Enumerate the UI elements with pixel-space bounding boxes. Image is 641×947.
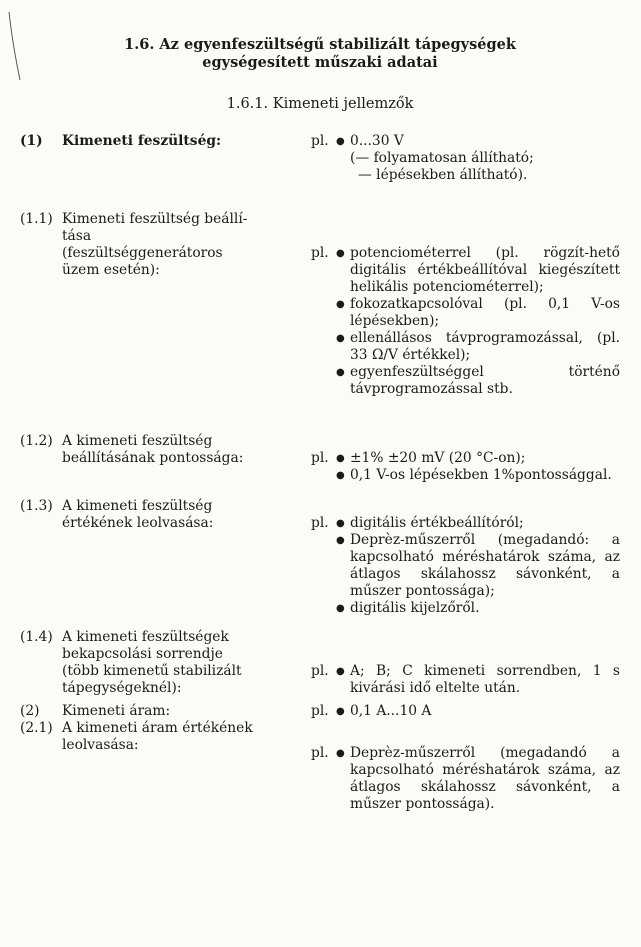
title-line-1: 1.6. Az egyenfeszültségű stabilizált tápegységek xyxy=(124,36,516,53)
spec-row-2 xyxy=(20,703,620,720)
row-number: (1.3) xyxy=(20,498,53,514)
bullet-icon: ● xyxy=(336,136,345,147)
row-label: A kimeneti feszültség beállításának pontossága: xyxy=(62,433,244,466)
row-label: A kimeneti feszültségek bekapcsolási sorrendje (több kimenetű stabilizált tápegységeknél): xyxy=(62,629,242,696)
list-item: ● digitális kijelzőről. xyxy=(336,600,480,616)
section-subtitle: 1.6.1. Kimeneti jellemzők xyxy=(226,96,414,112)
title-line-2: egységesített műszaki adatai xyxy=(202,54,438,71)
list-item: ● ±1% ±20 mV (20 °C-on); xyxy=(336,450,526,466)
row-number: (1.1) xyxy=(20,211,53,227)
spec-row-1-1 xyxy=(20,211,620,398)
row-label: A kimeneti feszültség értékének leolvasása: xyxy=(62,498,214,531)
row-label: A kimeneti áram értékének leolvasása: xyxy=(62,720,253,753)
sub-line: — lépésekben állítható). xyxy=(358,167,528,183)
bullet-icon: ● xyxy=(336,248,345,259)
pl-prefix: pl. xyxy=(311,515,329,531)
bullet-icon: ● xyxy=(336,706,345,717)
list-item: ● Deprèz-műszerről (megadandó: a kapcsolható méréshatárok száma, az átlagos skálahossz sávonként, a műszer pontossága); xyxy=(336,532,620,599)
bullet-icon: ● xyxy=(336,518,345,529)
pl-prefix: pl. xyxy=(311,245,329,261)
list-item: ● digitális értékbeállítóról; xyxy=(336,515,524,531)
document-page xyxy=(20,36,620,813)
bullet-icon: ● xyxy=(336,603,345,614)
spec-row-1-3 xyxy=(20,498,620,617)
list-item: ● ellenállásos távprogramozással, (pl. 33 Ω/V értékkel); xyxy=(336,330,620,363)
bullet-icon: ● xyxy=(336,666,345,677)
list-item: ● 0...30 V xyxy=(336,133,404,149)
list-item: ● egyenfeszültséggel történő távprogramozással stb. xyxy=(336,364,620,397)
bullet-icon: ● xyxy=(336,333,345,344)
pl-prefix: pl. xyxy=(311,745,329,761)
row-label: Kimeneti feszültség: xyxy=(62,133,222,149)
row-number: (2) xyxy=(20,703,40,719)
bullet-icon: ● xyxy=(336,299,345,310)
list-item: ● A; B; C kimeneti sorrendben, 1 s kivárási idő eltelte után. xyxy=(336,663,620,696)
spec-row-1-2 xyxy=(20,433,620,484)
pl-prefix: pl. xyxy=(311,703,329,719)
row-label: Kimeneti áram: xyxy=(62,703,171,719)
list-item: ● 0,1 V-os lépésekben 1%pontossággal. xyxy=(336,467,612,483)
row-number: (1) xyxy=(20,133,43,149)
spec-row-1 xyxy=(20,133,620,184)
pl-prefix: pl. xyxy=(311,450,329,466)
bullet-icon: ● xyxy=(336,748,345,759)
list-item: ● potenciométerrel (pl. rögzít-hető digitális értékbeállítóval kiegészített helikális potenciométerrel); xyxy=(336,245,620,295)
row-number: (1.2) xyxy=(20,433,53,449)
row-number: (1.4) xyxy=(20,629,53,645)
pl-prefix: pl. xyxy=(311,663,329,679)
document-title xyxy=(20,36,620,72)
spec-row-2-1 xyxy=(20,720,620,813)
pl-prefix: pl. xyxy=(311,133,329,149)
bullet-icon: ● xyxy=(336,367,345,378)
bullet-icon: ● xyxy=(336,453,345,464)
list-item: ● 0,1 A...10 A xyxy=(336,703,432,719)
row-label: Kimeneti feszültség beállí- tása (feszültséggenerátoros üzem esetén): xyxy=(62,211,248,278)
spec-row-1-4 xyxy=(20,629,620,697)
sub-line: (— folyamatosan állítható; xyxy=(350,150,534,166)
bullet-icon: ● xyxy=(336,470,345,481)
list-item: ● fokozatkapcsolóval (pl. 0,1 V-os lépésekben); xyxy=(336,296,620,329)
row-number: (2.1) xyxy=(20,720,53,736)
bullet-icon: ● xyxy=(336,535,345,546)
list-item: ● Deprèz-műszerről (megadandó a kapcsolható méréshatárok száma, az átlagos skálahossz sávonként, a műszer pontossága). xyxy=(336,745,620,812)
